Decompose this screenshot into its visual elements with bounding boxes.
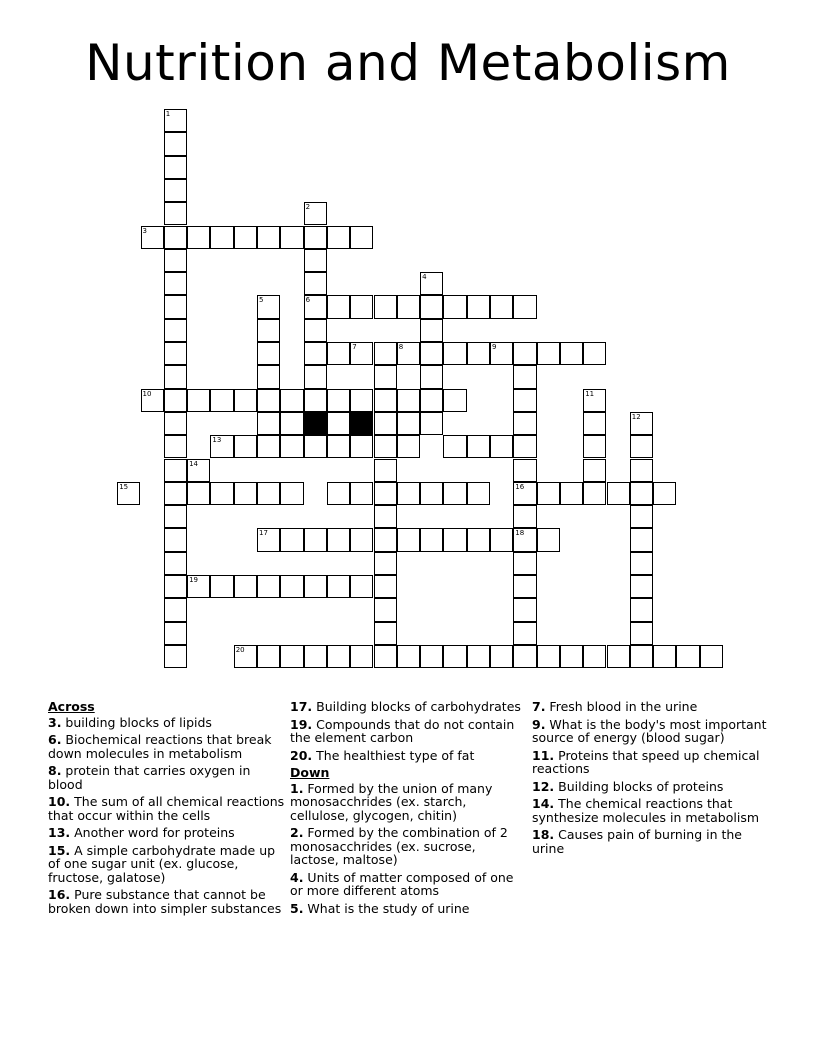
grid-block [304, 412, 327, 435]
clue-down-2: 2. Formed by the combination of 2 monosacchrides (ex. sucrose, lactose, maltose) [290, 825, 508, 867]
grid-cell[interactable] [164, 156, 187, 179]
grid-cell[interactable] [257, 295, 280, 318]
grid-cell[interactable] [490, 435, 513, 458]
grid-cell[interactable] [164, 412, 187, 435]
grid-cell[interactable] [374, 295, 397, 318]
grid-cell[interactable] [280, 389, 303, 412]
clue-number: 7 [352, 343, 357, 351]
grid-cell[interactable] [490, 342, 513, 365]
grid-cell[interactable] [304, 389, 327, 412]
grid-cell[interactable] [537, 342, 560, 365]
grid-cell[interactable] [304, 249, 327, 272]
grid-cell[interactable] [420, 295, 443, 318]
grid-cell[interactable] [420, 389, 443, 412]
grid-cell[interactable] [630, 575, 653, 598]
clue-number: 6 [305, 296, 311, 305]
grid-cell[interactable] [420, 342, 443, 365]
grid-cell[interactable] [164, 389, 187, 412]
grid-cell[interactable] [257, 226, 280, 249]
grid-cell[interactable] [164, 528, 187, 551]
grid-cell[interactable] [164, 319, 187, 342]
grid-cell[interactable] [700, 645, 723, 668]
grid-cell[interactable] [164, 272, 187, 295]
grid-cell[interactable] [513, 342, 536, 365]
grid-cell[interactable] [397, 295, 420, 318]
grid-cell[interactable] [187, 226, 210, 249]
grid-cell[interactable] [327, 389, 350, 412]
grid-cell[interactable] [467, 482, 490, 505]
grid-cell[interactable] [653, 482, 676, 505]
grid-cell[interactable] [443, 528, 466, 551]
grid-cell[interactable] [513, 528, 536, 551]
grid-cell[interactable] [607, 482, 630, 505]
grid-cell[interactable] [187, 389, 210, 412]
clue-across-6: 6. Biochemical reactions that break down molecules in metabolism [48, 732, 272, 761]
grid-cell[interactable] [630, 412, 653, 435]
grid-cell[interactable] [560, 342, 583, 365]
grid-cell[interactable] [257, 389, 280, 412]
grid-cell[interactable] [280, 575, 303, 598]
grid-cell[interactable] [537, 645, 560, 668]
grid-cell[interactable] [327, 575, 350, 598]
grid-cell[interactable] [560, 645, 583, 668]
grid-cell[interactable] [397, 435, 420, 458]
grid-cell[interactable] [350, 435, 373, 458]
grid-cell[interactable] [630, 552, 653, 575]
grid-cell[interactable] [164, 482, 187, 505]
grid-cell[interactable] [490, 645, 513, 668]
grid-block [350, 412, 373, 435]
grid-cell[interactable] [630, 598, 653, 621]
clue-column-3 [532, 700, 772, 859]
grid-cell[interactable] [397, 342, 420, 365]
grid-cell[interactable] [280, 528, 303, 551]
clue-column-1 [48, 700, 286, 919]
grid-cell[interactable] [513, 389, 536, 412]
grid-cell[interactable] [490, 528, 513, 551]
clue-number: 9 [492, 343, 497, 351]
grid-cell[interactable] [630, 505, 653, 528]
grid-cell[interactable] [374, 365, 397, 388]
clue-column-2 [290, 700, 522, 919]
grid-cell[interactable] [374, 412, 397, 435]
grid-cell[interactable] [513, 365, 536, 388]
clue-down-18: 18. Causes pain of burning in the urine [532, 827, 742, 856]
clue-number: 20 [235, 645, 245, 654]
clue-number: 3 [142, 226, 147, 235]
grid-cell[interactable] [374, 389, 397, 412]
grid-cell[interactable] [164, 505, 187, 528]
clue-number: 15 [119, 482, 129, 491]
grid-cell[interactable] [304, 435, 327, 458]
grid-cell[interactable] [630, 482, 653, 505]
grid-cell[interactable] [327, 226, 350, 249]
grid-cell[interactable] [513, 295, 536, 318]
grid-cell[interactable] [374, 482, 397, 505]
grid-cell[interactable] [164, 645, 187, 668]
grid-cell[interactable] [257, 412, 280, 435]
grid-cell[interactable] [583, 459, 606, 482]
grid-cell[interactable] [443, 389, 466, 412]
grid-cell[interactable] [607, 645, 630, 668]
grid-cell[interactable] [630, 435, 653, 458]
grid-cell[interactable] [280, 412, 303, 435]
grid-cell[interactable] [420, 645, 443, 668]
clue-number: 16 [515, 482, 525, 491]
grid-cell[interactable] [630, 645, 653, 668]
clue-number: 12 [631, 412, 641, 421]
grid-cell[interactable] [676, 645, 699, 668]
grid-cell[interactable] [420, 482, 443, 505]
grid-cell[interactable] [374, 552, 397, 575]
grid-cell[interactable] [304, 342, 327, 365]
grid-cell[interactable] [630, 528, 653, 551]
clue-across-3: 3. building blocks of lipids [48, 714, 212, 730]
across-heading: Across [48, 699, 95, 714]
grid-cell[interactable] [467, 435, 490, 458]
grid-cell[interactable] [397, 645, 420, 668]
grid-cell[interactable] [467, 295, 490, 318]
clue-across-15: 15. A simple carbohydrate made up of one sugar unit (ex. glucose, fructose, galatose) [48, 842, 276, 885]
grid-cell[interactable] [164, 179, 187, 202]
grid-cell[interactable] [327, 435, 350, 458]
clue-number: 11 [585, 389, 595, 398]
grid-cell[interactable] [304, 365, 327, 388]
grid-cell[interactable] [420, 412, 443, 435]
grid-cell[interactable] [467, 528, 490, 551]
grid-cell[interactable] [327, 482, 350, 505]
grid-cell[interactable] [374, 459, 397, 482]
grid-cell[interactable] [280, 226, 303, 249]
grid-cell[interactable] [443, 295, 466, 318]
grid-cell[interactable] [210, 482, 233, 505]
grid-cell[interactable] [513, 622, 536, 645]
grid-cell[interactable] [350, 389, 373, 412]
clue-number: 1 [165, 110, 171, 118]
grid-cell[interactable] [583, 389, 606, 412]
grid-cell[interactable] [280, 482, 303, 505]
grid-cell[interactable] [257, 645, 280, 668]
clue-across-19: 19. Compounds that do not contain the element carbon [290, 716, 515, 745]
grid-cell[interactable] [257, 575, 280, 598]
grid-cell[interactable] [234, 575, 257, 598]
grid-cell[interactable] [234, 389, 257, 412]
grid-cell[interactable] [350, 226, 373, 249]
grid-cell[interactable] [257, 528, 280, 551]
grid-cell[interactable] [443, 435, 466, 458]
clue-down-11: 11. Proteins that speed up chemical reactions [532, 747, 760, 776]
grid-cell[interactable] [374, 435, 397, 458]
grid-cell[interactable] [327, 528, 350, 551]
grid-cell[interactable] [304, 319, 327, 342]
grid-cell[interactable] [513, 505, 536, 528]
grid-cell[interactable] [537, 482, 560, 505]
puzzle-title: Nutrition and Metabolism [85, 34, 731, 92]
grid-cell[interactable] [374, 342, 397, 365]
clue-number: 13 [212, 436, 222, 445]
grid-cell[interactable] [234, 482, 257, 505]
grid-cell[interactable] [653, 645, 676, 668]
grid-cell[interactable] [117, 482, 140, 505]
clue-number: 2 [305, 203, 311, 212]
grid-cell[interactable] [234, 645, 257, 668]
grid-cell[interactable] [257, 365, 280, 388]
grid-cell[interactable] [187, 459, 210, 482]
grid-cell[interactable] [513, 552, 536, 575]
clue-number: 8 [398, 343, 404, 351]
grid-cell[interactable] [327, 412, 350, 435]
grid-cell[interactable] [234, 226, 257, 249]
clue-across-20: 20. The healthiest type of fat [290, 747, 475, 763]
clue-number: 19 [189, 576, 199, 584]
grid-cell[interactable] [397, 412, 420, 435]
clue-across-8: 8. protein that carries oxygen in blood [48, 763, 251, 792]
clue-number: 5 [259, 296, 264, 305]
down-heading: Down [290, 765, 330, 780]
grid-cell[interactable] [350, 342, 373, 365]
grid-cell[interactable] [630, 622, 653, 645]
grid-cell[interactable] [467, 645, 490, 668]
grid-cell[interactable] [210, 575, 233, 598]
grid-cell[interactable] [513, 435, 536, 458]
grid-cell[interactable] [397, 528, 420, 551]
grid-cell[interactable] [164, 435, 187, 458]
clue-across-13: 13. Another word for proteins [48, 825, 235, 840]
grid-cell[interactable] [141, 389, 164, 412]
grid-cell[interactable] [304, 272, 327, 295]
grid-cell[interactable] [443, 482, 466, 505]
grid-cell[interactable] [513, 598, 536, 621]
grid-cell[interactable] [420, 528, 443, 551]
grid-cell[interactable] [350, 295, 373, 318]
clue-across-16: 16. Pure substance that cannot be broken down into simpler substances [48, 887, 282, 916]
grid-cell[interactable] [164, 132, 187, 155]
grid-cell[interactable] [257, 435, 280, 458]
grid-cell[interactable] [280, 435, 303, 458]
grid-cell[interactable] [513, 645, 536, 668]
grid-cell[interactable] [374, 575, 397, 598]
grid-cell[interactable] [420, 272, 443, 295]
grid-cell[interactable] [304, 295, 327, 318]
grid-cell[interactable] [350, 482, 373, 505]
grid-cell[interactable] [164, 109, 187, 132]
clue-down-7: 7. Fresh blood in the urine [532, 699, 698, 714]
grid-cell[interactable] [164, 202, 187, 225]
grid-cell[interactable] [630, 459, 653, 482]
grid-cell[interactable] [304, 528, 327, 551]
grid-cell[interactable] [164, 342, 187, 365]
grid-cell[interactable] [513, 482, 536, 505]
grid-cell[interactable] [374, 645, 397, 668]
grid-cell[interactable] [443, 342, 466, 365]
clue-down-9: 9. What is the body's most important source of energy (blood sugar) [532, 716, 767, 745]
grid-cell[interactable] [210, 226, 233, 249]
grid-cell[interactable] [257, 482, 280, 505]
grid-cell[interactable] [280, 645, 303, 668]
grid-cell[interactable] [164, 249, 187, 272]
clue-down-4: 4. Units of matter composed of one or more different atoms [290, 869, 514, 898]
grid-cell[interactable] [304, 226, 327, 249]
grid-cell[interactable] [397, 482, 420, 505]
clue-number: 17 [259, 529, 268, 538]
grid-cell[interactable] [257, 342, 280, 365]
grid-cell[interactable] [164, 459, 187, 482]
grid-cell[interactable] [374, 622, 397, 645]
grid-cell[interactable] [304, 645, 327, 668]
grid-cell[interactable] [490, 295, 513, 318]
grid-cell[interactable] [141, 226, 164, 249]
grid-cell[interactable] [187, 575, 210, 598]
grid-cell[interactable] [513, 412, 536, 435]
grid-cell[interactable] [327, 645, 350, 668]
clue-down-14: 14. The chemical reactions that synthesize molecules in metabolism [532, 796, 760, 825]
grid-cell[interactable] [164, 598, 187, 621]
grid-cell[interactable] [583, 482, 606, 505]
clue-down-12: 12. Building blocks of proteins [532, 778, 724, 794]
grid-cell[interactable] [420, 365, 443, 388]
grid-cell[interactable] [583, 412, 606, 435]
grid-cell[interactable] [350, 528, 373, 551]
grid-cell[interactable] [257, 319, 280, 342]
grid-cell[interactable] [374, 505, 397, 528]
grid-cell[interactable] [304, 575, 327, 598]
grid-cell[interactable] [513, 575, 536, 598]
grid-cell[interactable] [374, 598, 397, 621]
grid-cell[interactable] [327, 342, 350, 365]
grid-cell[interactable] [304, 202, 327, 225]
grid-cell[interactable] [467, 342, 490, 365]
grid-cell[interactable] [164, 365, 187, 388]
grid-cell[interactable] [350, 575, 373, 598]
grid-cell[interactable] [210, 389, 233, 412]
clue-down-1: 1. Formed by the union of many monosacchrides (ex. starch, cellulose, glycogen, chitin) [290, 780, 493, 823]
grid-cell[interactable] [187, 482, 210, 505]
grid-cell[interactable] [560, 482, 583, 505]
grid-cell[interactable] [374, 528, 397, 551]
grid-cell[interactable] [164, 622, 187, 645]
grid-cell[interactable] [327, 295, 350, 318]
grid-cell[interactable] [537, 528, 560, 551]
grid-cell[interactable] [164, 226, 187, 249]
grid-cell[interactable] [234, 435, 257, 458]
grid-cell[interactable] [350, 645, 373, 668]
grid-cell[interactable] [164, 295, 187, 318]
clue-across-10: 10. The sum of all chemical reactions that occur within the cells [48, 794, 285, 823]
grid-cell[interactable] [443, 645, 466, 668]
grid-cell[interactable] [583, 645, 606, 668]
grid-cell[interactable] [164, 575, 187, 598]
grid-cell[interactable] [513, 459, 536, 482]
grid-cell[interactable] [583, 435, 606, 458]
grid-cell[interactable] [583, 342, 606, 365]
clue-number: 10 [142, 389, 152, 398]
clue-down-5: 5. What is the study of urine [290, 900, 470, 916]
clue-across-17: 17. Building blocks of carbohydrates [290, 699, 521, 714]
grid-cell[interactable] [164, 552, 187, 575]
grid-cell[interactable] [210, 435, 233, 458]
clue-number: 4 [422, 273, 427, 282]
clue-number: 14 [189, 459, 199, 468]
grid-cell[interactable] [420, 319, 443, 342]
grid-cell[interactable] [397, 389, 420, 412]
clue-number: 18 [515, 529, 525, 538]
